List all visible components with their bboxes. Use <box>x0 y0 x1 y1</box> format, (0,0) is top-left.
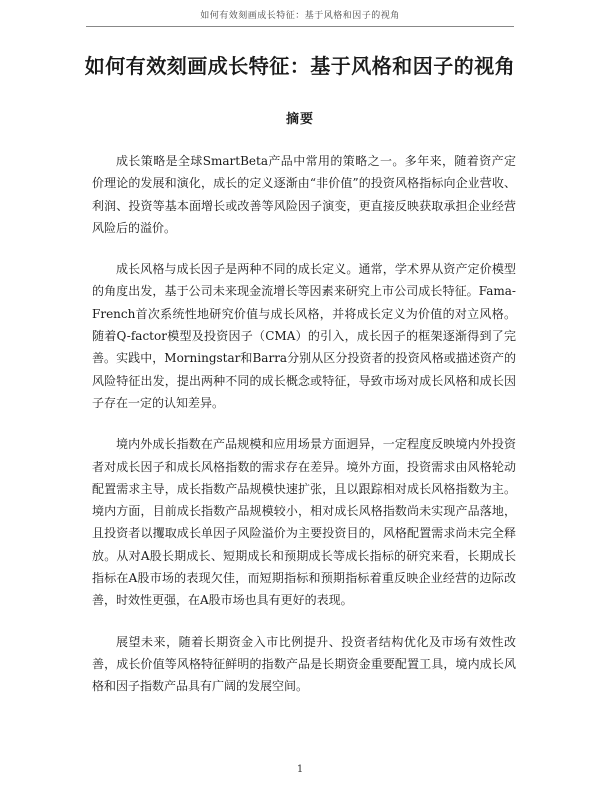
page-number: 1 <box>296 764 304 775</box>
header-divider <box>86 26 514 27</box>
abstract-body <box>92 150 516 717</box>
abstract-heading: 摘要 <box>285 112 314 127</box>
abstract-paragraph-3: 境内外成长指数在产品规模和应用场景方面迥异，一定程度反映境内外投资者对成长因子和成长风格指数的需求存在差异。境外方面，投资需求由风格轮动配置需求主导，成长指数产品规模快速扩张，且以跟踪相对成长风格指数为主。境内方面，目前成长指数产品规模较小，相对成长风格指数尚未实现产品落地，且投资者以攫取成长单因子风险溢价为主要投资目的，风格配置需求尚未完全释放。从对A股长期成长、短期成长和预期成长等成长指标的研究来看，长期成长指标在A股市场的表现欠佳，而短期指标和预期指标着重反映企业经营的边际改善，时效性更强，在A股市场也具有更好的表现。 <box>92 437 516 608</box>
running-header: 如何有效刻画成长特征：基于风格和因子的视角 <box>200 11 400 21</box>
abstract-paragraph-1: 成长策略是全球SmartBeta产品中常用的策略之一。多年来，随着资产定价理论的发展和演化，成长的定义逐渐由“非价值”的投资风格指标向企业营收、利润、投资等基本面增长或改善等风险因子演变，更直接反映获取承担企业经营风险后的溢价。 <box>92 154 516 235</box>
abstract-paragraph-4: 展望未来，随着长期资金入市比例提升、投资者结构优化及市场有效性改善，成长价值等风格特征鲜明的指数产品是长期资金重要配置工具，境内成长风格和因子指数产品具有广阔的发展空间。 <box>92 634 516 694</box>
document-title: 如何有效刻画成长特征：基于风格和因子的视角 <box>84 54 516 78</box>
abstract-paragraph-2: 成长风格与成长因子是两种不同的成长定义。通常，学术界从资产定价模型的角度出发，基于公司未来现金流增长等因素来研究上市公司成长特征。Fama-French首次系统性地研究价值与成长风格，并将成长定义为价值的对立风格。随着Q-factor模型及投资因子（CMA）的引入，成长因子的框架逐渐得到了完善。实践中，Morningstar和Barra分别从区分投资者的投资风格或描述资产的风险特征出发，提出两种不同的成长概念或特征，导致市场对成长风格和成长因子存在一定的认知差异。 <box>92 262 516 410</box>
